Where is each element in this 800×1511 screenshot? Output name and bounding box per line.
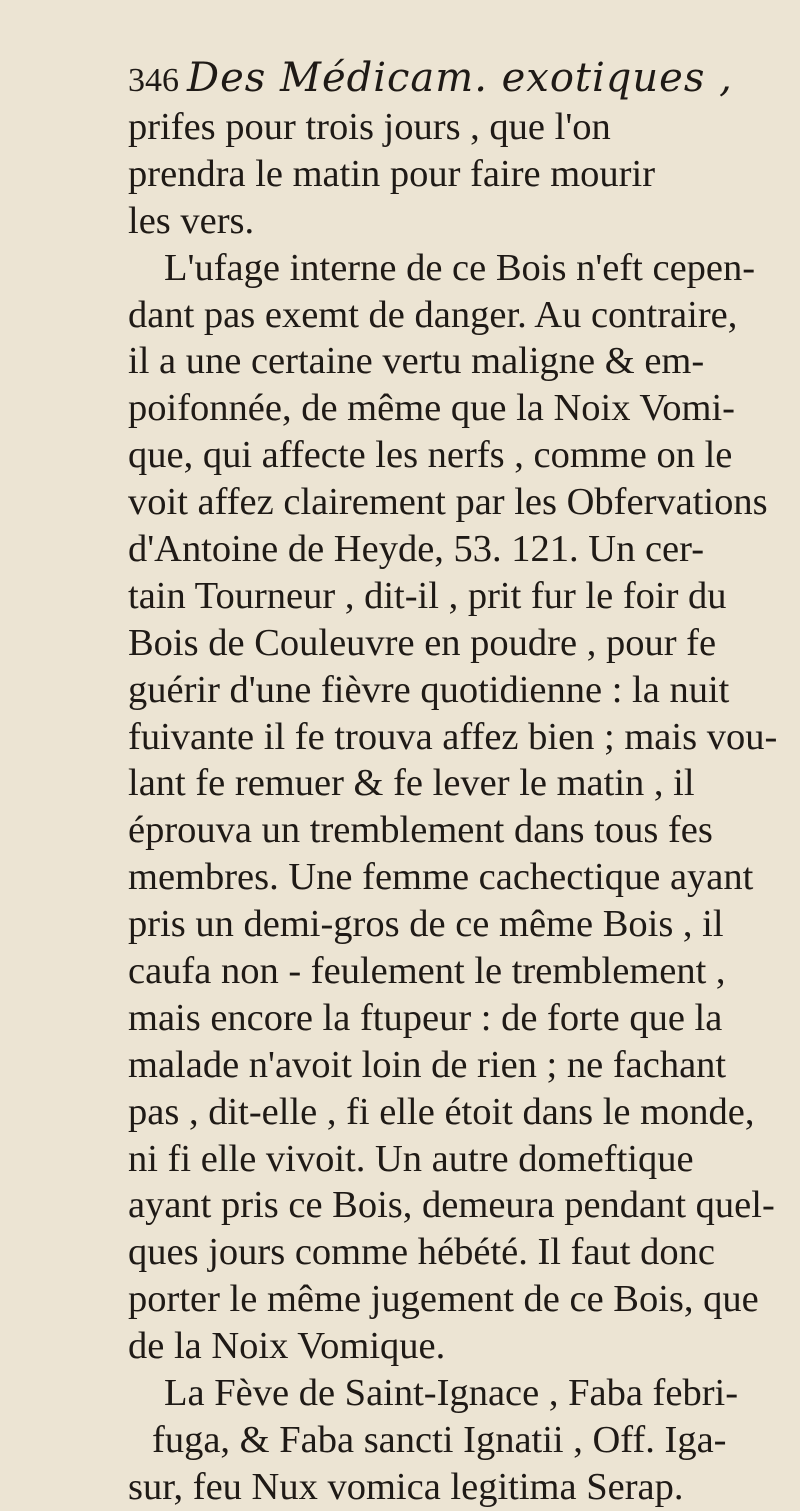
paragraph-start-line: L'ufage interne de ce Bois n'eft cepen- [164, 246, 756, 289]
text-line: prifes pour trois jours , que l'on [128, 106, 611, 148]
text-line: les vers. [128, 199, 255, 242]
page-number: 346 [128, 62, 179, 99]
text-line: voit affez clairement par les Obfervations [128, 481, 768, 524]
text-line: porter le même jugement de ce Bois, que [128, 1278, 759, 1321]
text-line: guérir d'une fièvre quotidienne : la nuit [128, 668, 730, 711]
text-line: d'Antoine de Heyde, 53. 121. Un cer- [128, 528, 705, 571]
text-line: ques jours comme hébété. Il faut donc [128, 1231, 715, 1274]
text-line: mais encore la ftupeur : de forte que la [128, 996, 723, 1039]
text-line: ayant pris ce Bois, demeura pendant quel- [128, 1184, 775, 1227]
text-line: de la Noix Vomique. [128, 1325, 446, 1368]
text-line: fuga, & Faba sancti Ignatii , Off. Iga- [152, 1418, 727, 1461]
running-title: Des Médicam. exotiques , [187, 55, 733, 101]
text-line: dant pas exemt de danger. Au contraire, [128, 293, 738, 336]
text-line: il a une certaine vertu maligne & em- [128, 340, 705, 383]
text-line: poifonnée, de même que la Noix Vomi- [128, 387, 735, 430]
page-header [128, 54, 788, 105]
text-line: tain Tourneur , dit-il , prit fur le foir du [128, 574, 727, 617]
text-line: sur, feu Nux vomica legitima Serap. [128, 1465, 684, 1508]
text-line: fuivante il fe trouva affez bien ; mais vou- [128, 715, 778, 758]
text-line: Bois de Couleuvre en poudre , pour fe [128, 621, 717, 664]
text-line: membres. Une femme cachectique ayant [128, 856, 754, 899]
paragraph-start-line: La Fève de Saint-Ignace , Faba febri- [164, 1372, 739, 1415]
text-line: prendra le matin pour faire mourir [128, 152, 656, 195]
text-line: éprouva un tremblement dans tous fes [128, 809, 713, 852]
text-line: pas , dit-elle , fi elle étoit dans le monde, [128, 1090, 755, 1133]
text-line: pris un demi-gros de ce même Bois , il [128, 903, 724, 946]
body-text [128, 104, 788, 1511]
text-line: caufa non - feulement le tremblement , [128, 950, 726, 993]
text-line: ni fi elle vivoit. Un autre domeftique [128, 1137, 694, 1180]
text-line: malade n'avoit loin de rien ; ne fachant [128, 1043, 727, 1086]
text-line: lant fe remuer & fe lever le matin , il [128, 762, 695, 805]
text-line: que, qui affecte les nerfs , comme on le [128, 434, 733, 477]
